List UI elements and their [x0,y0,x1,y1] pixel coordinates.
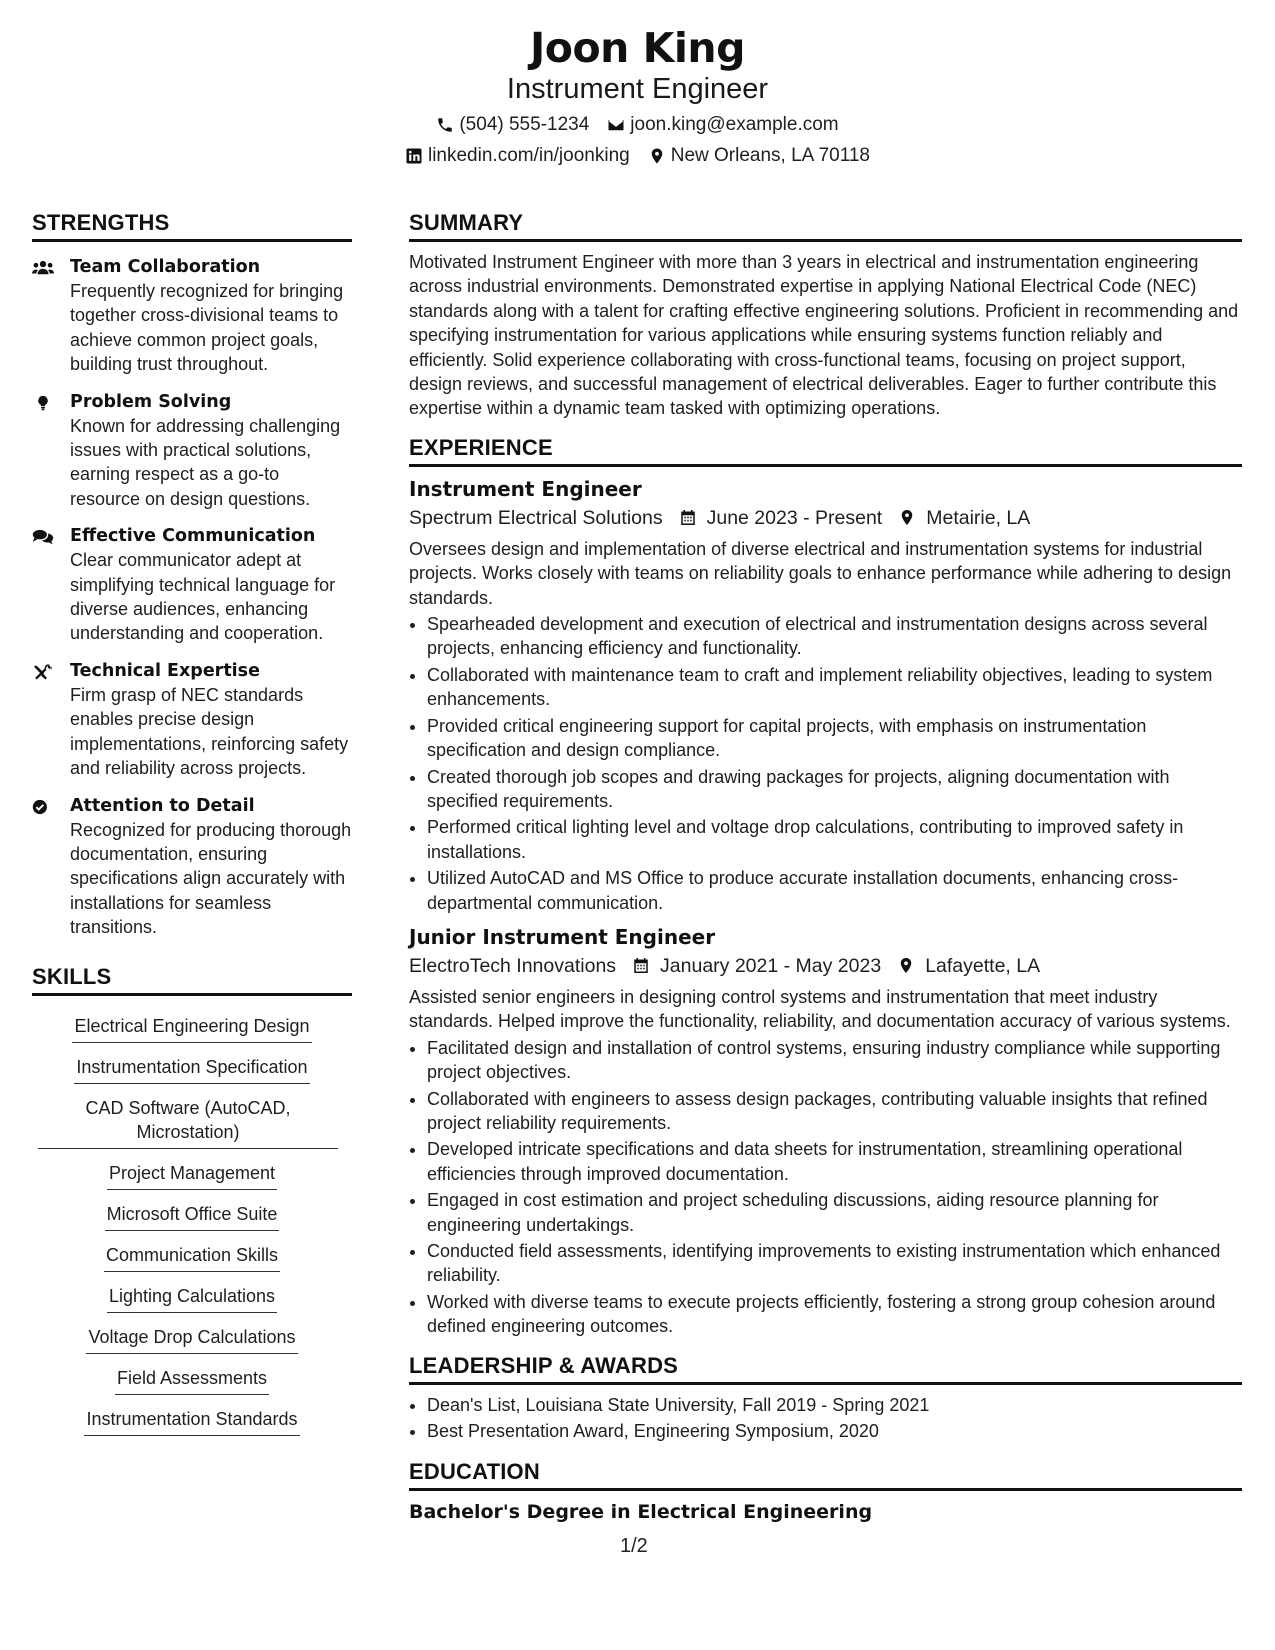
strength-name: Team Collaboration [70,257,261,277]
experience-heading: EXPERIENCE [409,435,1242,467]
skill-item: Instrumentation Standards [84,1401,299,1436]
skill-item: Lighting Calculations [107,1278,277,1313]
phone-text[interactable]: (504) 555-1234 [459,114,590,135]
map-marker-icon [897,956,915,975]
strength-item [32,256,352,377]
list-item: • Developed intricate specifications and data sheets for instrumentation, streamlining operational efficiencies through improved documentation. [427,1137,1242,1186]
job-title: Junior Instrument Engineer [409,924,716,949]
map-marker-icon [898,508,916,527]
linkedin-item [405,144,630,168]
list-item: • Conducted field assessments, identifying improvements to existing instrumentation which enhanced reliability. [427,1239,1242,1288]
job-location: Lafayette, LA [925,954,1041,977]
right-column [409,210,1242,1525]
job-meta [409,503,1242,533]
strengths-heading: STRENGTHS [32,210,352,242]
strength-item [32,391,352,512]
map-marker-icon [648,147,666,165]
contact-row-2 [0,144,1275,168]
left-column [32,210,352,1440]
calendar-icon [632,956,650,975]
job-title: Instrument Engineer [409,476,642,501]
resume-header [0,0,1275,168]
strength-desc: Clear communicator adept at simplifying technical language for diverse audiences, enhancing understanding and cooperation. [70,550,336,644]
list-item: • Facilitated design and installation of control systems, ensuring industry compliance while supporting project objectives. [427,1036,1242,1085]
strength-desc: Frequently recognized for bringing together cross-divisional teams to achieve common project goals, building trust throughout. [70,281,344,375]
candidate-title: Instrument Engineer [506,73,769,105]
list-item: • Created thorough job scopes and drawing packages for projects, aligning documentation with specified requirements. [427,765,1242,814]
strength-desc: Recognized for producing thorough documentation, ensuring specifications align accurately with installations for seamless transitions. [70,819,352,938]
calendar-icon [679,508,697,527]
skill-item: Microsoft Office Suite [105,1196,280,1231]
list-item: • Dean's List, Louisiana State University, Fall 2019 - Spring 2021 [427,1393,1242,1417]
list-item: • Collaborated with engineers to assess design packages, contributing valuable insights that refined project reliability requirements. [427,1087,1242,1136]
comments-icon [32,527,54,547]
skill-item: Project Management [107,1155,277,1190]
candidate-name: Joon King [530,24,745,72]
skill-item: Instrumentation Specification [74,1049,309,1084]
job-dates: June 2023 - Present [706,506,883,529]
skill-item: CAD Software (AutoCAD, Microstation) [38,1090,338,1149]
company-name: Spectrum Electrical Solutions [409,506,663,529]
job-entry [409,923,1242,1339]
job-bullets [409,1036,1242,1339]
skill-item: Voltage Drop Calculations [86,1319,297,1354]
leadership-heading: LEADERSHIP & AWARDS [409,1353,1242,1385]
job-bullets [409,612,1242,915]
summary-heading: SUMMARY [409,210,1242,242]
education-heading: EDUCATION [409,1459,1242,1491]
linkedin-icon [405,147,423,165]
skill-item: Electrical Engineering Design [72,1008,311,1043]
check-circle-icon [32,797,54,817]
page-number: 1/2 [620,1535,648,1557]
tools-icon [32,662,54,682]
list-item: • Utilized AutoCAD and MS Office to produce accurate installation documents, enhancing cross-departmental communication. [427,866,1242,915]
strength-desc: Firm grasp of NEC standards enables precise design implementations, reinforcing safety and reliability across projects. [70,684,349,779]
email-item [607,113,838,137]
strength-item [32,795,352,940]
job-description: Oversees design and implementation of diverse electrical and instrumentation systems for industrial projects. Works closely with teams on reliability goals to enhance performance while adhering to design standards. [409,538,1232,608]
list-item: • Spearheaded development and execution of electrical and instrumentation designs across several projects, enhancing efficiency and functionality. [427,612,1242,661]
phone-icon [436,116,454,134]
strength-name: Problem Solving [70,391,232,412]
job-description: Assisted senior engineers in designing control systems and instrumentation that meet industry standards. Helped improve the functionality, reliability, and documentation accuracy of various systems. [409,986,1231,1032]
strength-item [32,525,352,646]
strength-desc: Known for addressing challenging issues with practical solutions, earning respect as a go-to resource on design questions. [70,415,341,509]
skill-item: Field Assessments [115,1360,269,1395]
leadership-list [409,1393,1242,1444]
strength-item [32,660,352,781]
phone-item [436,113,589,137]
users-icon [32,258,54,278]
lightbulb-icon [32,393,54,413]
location-item [648,144,870,168]
company-name: ElectroTech Innovations [409,954,617,977]
list-item: • Best Presentation Award, Engineering Symposium, 2020 [427,1419,1242,1443]
envelope-icon [607,116,625,134]
email-link[interactable]: joon.king@example.com [630,114,839,135]
job-meta [409,951,1242,981]
job-dates: January 2021 - May 2023 [660,954,882,977]
list-item: • Engaged in cost estimation and project scheduling discussions, aiding resource planning for engineering undertakings. [427,1188,1242,1237]
job-entry [409,475,1242,915]
degree-title: Bachelor's Degree in Electrical Engineering [409,1501,873,1524]
linkedin-link[interactable]: linkedin.com/in/joonking [427,145,630,166]
job-location: Metairie, LA [926,506,1031,529]
strength-name: Effective Communication [70,526,316,547]
list-item: • Collaborated with maintenance team to craft and implement reliability objectives, leading to system enhancements. [427,663,1242,712]
summary-text: Motivated Instrument Engineer with more than 3 years in electrical and instrumentation engineering across industrial environments. Demonstrated expertise in applying National Electrical Code (NEC) standards along with a talent for crafting effective engineering solutions. Proficient in recommending and specifying instrumentation for various applications while ensuring systems function reliably and efficiently. Solid experience collaborating with cross-functional teams, focusing on project support, design reviews, and successful management of electrical deliverables. Eager to further contribute this expertise within a dynamic team tasked with optimizing operations. [409,252,1239,419]
skills-heading: SKILLS [32,964,352,996]
contact-row-1 [0,113,1275,137]
strength-name: Technical Expertise [70,660,260,681]
list-item: • Worked with diverse teams to execute projects efficiently, fostering a strong group cohesion around defined engineering outcomes. [427,1290,1242,1339]
list-item: • Provided critical engineering support for capital projects, with emphasis on instrumentation specification and design compliance. [427,714,1242,763]
location-text: New Orleans, LA 70118 [670,145,870,166]
list-item: • Performed critical lighting level and voltage drop calculations, contributing to improved safety in installations. [427,815,1242,864]
strength-name: Attention to Detail [70,795,255,816]
skill-item: Communication Skills [104,1237,280,1272]
skills-list [32,1006,352,1440]
